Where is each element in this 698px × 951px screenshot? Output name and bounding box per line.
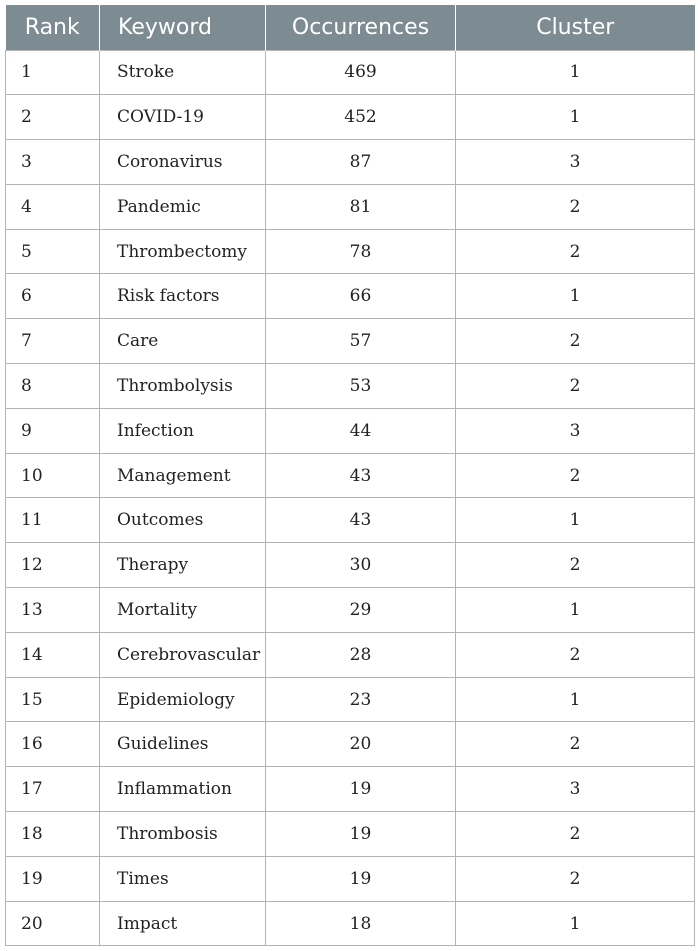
- cell-cluster: 2: [456, 453, 695, 498]
- cell-occurrences: 53: [266, 364, 456, 409]
- cell-rank: 6: [6, 274, 100, 319]
- cell-occurrences: 43: [266, 498, 456, 543]
- header-rank: Rank: [24, 14, 80, 40]
- cell-occurrences: 19: [266, 767, 456, 812]
- cell-occurrences: 19: [266, 856, 456, 901]
- cell-cluster: 2: [456, 722, 695, 767]
- table-row: [6, 722, 695, 767]
- cell-occurrences: 57: [266, 319, 456, 364]
- cell-keyword: Pandemic: [100, 184, 266, 229]
- cell-cluster: 1: [456, 498, 695, 543]
- header-keyword: Keyword: [100, 5, 266, 50]
- cell-cluster: 1: [456, 901, 695, 946]
- cell-cluster: 1: [456, 677, 695, 722]
- cell-keyword: Outcomes: [100, 498, 266, 543]
- cell-rank: 5: [6, 229, 100, 274]
- table-row: [6, 767, 695, 812]
- table-row: [6, 274, 695, 319]
- cell-cluster: 2: [456, 812, 695, 857]
- header-row: [6, 5, 695, 50]
- cell-cluster: 3: [456, 140, 695, 185]
- cell-occurrences: 87: [266, 140, 456, 185]
- cell-cluster: 2: [456, 632, 695, 677]
- cell-rank: 18: [6, 812, 100, 857]
- cell-keyword: Stroke: [100, 50, 266, 95]
- cell-rank: 15: [6, 677, 100, 722]
- cell-cluster: 3: [456, 767, 695, 812]
- cell-occurrences: 43: [266, 453, 456, 498]
- cell-rank: 7: [6, 319, 100, 364]
- cell-rank: 1: [6, 50, 100, 95]
- cell-rank: 10: [6, 453, 100, 498]
- table-row: [6, 364, 695, 409]
- cell-keyword: Thrombectomy: [100, 229, 266, 274]
- cell-keyword: Thrombosis: [100, 812, 266, 857]
- cell-cluster: 2: [456, 229, 695, 274]
- header-occurrences: Occurrences: [266, 5, 456, 50]
- cell-cluster: 2: [456, 543, 695, 588]
- cell-keyword: Impact: [100, 901, 266, 946]
- cell-cluster: 2: [456, 856, 695, 901]
- cell-rank: 14: [6, 632, 100, 677]
- cell-keyword: Cerebrovascular: [100, 632, 266, 677]
- cell-keyword: Risk factors: [100, 274, 266, 319]
- cell-keyword: Coronavirus: [100, 140, 266, 185]
- cell-cluster: 1: [456, 95, 695, 140]
- cell-occurrences: 81: [266, 184, 456, 229]
- cell-rank: 9: [6, 408, 100, 453]
- cell-keyword: Therapy: [100, 543, 266, 588]
- cell-rank: 3: [6, 140, 100, 185]
- cell-occurrences: 20: [266, 722, 456, 767]
- cell-rank: 12: [6, 543, 100, 588]
- cell-keyword: COVID-19: [100, 95, 266, 140]
- cell-cluster: 2: [456, 184, 695, 229]
- cell-occurrences: 78: [266, 229, 456, 274]
- cell-cluster: 1: [456, 274, 695, 319]
- table-row: [6, 856, 695, 901]
- cell-rank: 8: [6, 364, 100, 409]
- table-header: [6, 5, 695, 50]
- cell-rank: 4: [6, 184, 100, 229]
- cell-occurrences: 469: [266, 50, 456, 95]
- cell-keyword: Epidemiology: [100, 677, 266, 722]
- cell-occurrences: 28: [266, 632, 456, 677]
- cell-cluster: 1: [456, 588, 695, 633]
- cell-rank: 16: [6, 722, 100, 767]
- cell-keyword: Care: [100, 319, 266, 364]
- table-row: [6, 408, 695, 453]
- cell-rank: 19: [6, 856, 100, 901]
- table-row: [6, 588, 695, 633]
- cell-keyword: Management: [100, 453, 266, 498]
- keyword-table: [5, 5, 695, 946]
- table-row: [6, 319, 695, 364]
- table-body: [6, 50, 695, 946]
- cell-occurrences: 23: [266, 677, 456, 722]
- table-row: [6, 498, 695, 543]
- cell-occurrences: 18: [266, 901, 456, 946]
- cell-rank: 2: [6, 95, 100, 140]
- cell-rank: 13: [6, 588, 100, 633]
- table-row: [6, 543, 695, 588]
- table-row: [6, 140, 695, 185]
- cell-cluster: 1: [456, 50, 695, 95]
- table-row: [6, 677, 695, 722]
- cell-keyword: Thrombolysis: [100, 364, 266, 409]
- table-row: [6, 95, 695, 140]
- cell-keyword: Inflammation: [100, 767, 266, 812]
- cell-occurrences: 452: [266, 95, 456, 140]
- cell-keyword: Guidelines: [100, 722, 266, 767]
- cell-rank: 20: [6, 901, 100, 946]
- cell-keyword: Infection: [100, 408, 266, 453]
- table-row: [6, 901, 695, 946]
- cell-occurrences: 30: [266, 543, 456, 588]
- table-row: [6, 229, 695, 274]
- header-cluster: Cluster: [456, 5, 695, 50]
- cell-occurrences: 66: [266, 274, 456, 319]
- table-row: [6, 812, 695, 857]
- cell-cluster: 3: [456, 408, 695, 453]
- table-row: [6, 632, 695, 677]
- cell-cluster: 2: [456, 319, 695, 364]
- table-row: [6, 50, 695, 95]
- cell-occurrences: 19: [266, 812, 456, 857]
- table-row: [6, 184, 695, 229]
- cell-cluster: 2: [456, 364, 695, 409]
- cell-keyword: Times: [100, 856, 266, 901]
- cell-rank: 17: [6, 767, 100, 812]
- cell-occurrences: 44: [266, 408, 456, 453]
- cell-rank: 11: [6, 498, 100, 543]
- table-row: [6, 453, 695, 498]
- cell-occurrences: 29: [266, 588, 456, 633]
- cell-keyword: Mortality: [100, 588, 266, 633]
